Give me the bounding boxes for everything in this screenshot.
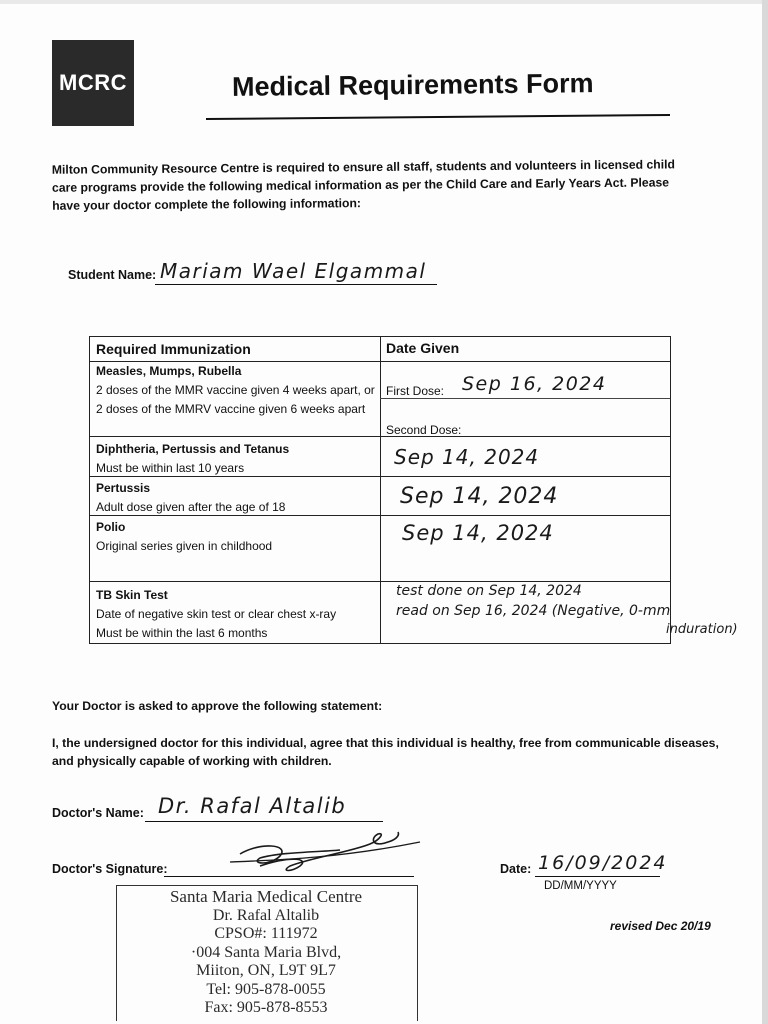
dtp-date-value[interactable]: Sep 14, 2024 (394, 445, 540, 469)
student-name-value[interactable]: Mariam Wael Elgammal (160, 259, 427, 283)
tb-read-result[interactable]: read on Sep 16, 2024 (Negative, 0-mm (396, 603, 671, 619)
stamp-cpso: CPSO#: 111972 (214, 925, 318, 942)
intro-paragraph: Milton Community Resource Centre is required to ensure all staff, students and volunteers in licensed child care programs provide the following medical information as per the Child Care and Early Years Act. Please have your doctor complete the following information: (51, 157, 675, 213)
stamp-address-city: Miiton, ON, L9T 9L7 (196, 962, 336, 979)
row-pertussis (96, 479, 285, 517)
date-format-hint: DD/MM/YYYY (544, 880, 617, 892)
stamp-doctor-name: Dr. Rafal Altalib (212, 906, 320, 924)
doctor-name-value[interactable]: Dr. Rafal Altalib (158, 794, 347, 818)
mmr-title: Measles, Mumps, Rubella (96, 364, 242, 378)
doctor-signature[interactable] (220, 822, 430, 882)
mmr-description: 2 doses of the MMR vaccine given 4 weeks apart, or 2 doses of the MMRV vaccine given 6 weeks apart (96, 383, 375, 416)
statement-text: I, the undersigned doctor for this individual, agree that this individual is healthy, free from communicable diseases, and physically capable of working with children. (52, 736, 719, 768)
tb-title: TB Skin Test (96, 588, 168, 602)
stamp-phone: Tel: 905-878-0055 (206, 980, 326, 998)
tb-recency: Must be within the last 6 months (96, 626, 268, 640)
tb-test-done[interactable]: test done on Sep 14, 2024 (396, 583, 582, 599)
table-row-divider (90, 581, 670, 582)
row-mmr (96, 362, 378, 419)
tb-induration-note[interactable]: induration) (666, 622, 738, 637)
stamp-clinic-name: Santa Maria Medical Centre (169, 887, 363, 906)
student-name-label: Student Name: (68, 268, 157, 282)
polio-date-value[interactable]: Sep 14, 2024 (402, 521, 554, 545)
tb-description: Date of negative skin test or clear chest x-ray (96, 607, 337, 621)
column-header-immunization: Required Immunization (96, 341, 251, 357)
clinic-stamp-text (116, 888, 416, 1018)
scan-edge-top (0, 0, 768, 4)
title-underline (206, 114, 670, 120)
column-header-date-given: Date Given (386, 340, 460, 356)
revision-note: revised Dec 20/19 (610, 919, 711, 933)
stamp-fax: Fax: 905-878-8553 (204, 999, 328, 1016)
polio-description: Original series given in childhood (96, 539, 273, 553)
pertussis-title: Pertussis (96, 481, 151, 495)
pertussis-description: Adult dose given after the age of 18 (96, 500, 286, 514)
scan-edge-right (762, 0, 768, 1024)
dtp-title: Diphtheria, Pertussis and Tetanus (96, 442, 290, 456)
table-row-divider (90, 436, 670, 437)
mcrc-logo: MCRC (52, 40, 134, 126)
statement-prompt: Your Doctor is asked to approve the following statement: (52, 699, 383, 713)
second-dose-label: Second Dose: (386, 423, 462, 437)
row-tb-skin-test (96, 586, 336, 643)
date-label: Date: (500, 862, 532, 876)
first-dose-value[interactable]: Sep 16, 2024 (462, 373, 607, 395)
doctor-name-label: Doctor's Name: (52, 806, 144, 820)
doctor-signature-label: Doctor's Signature: (52, 862, 168, 876)
first-dose-label: First Dose: (386, 384, 445, 398)
table-column-divider (380, 337, 381, 643)
row-polio (96, 518, 272, 556)
date-line (535, 876, 660, 877)
date-value[interactable]: 16/09/2024 (538, 852, 668, 874)
pertussis-date-value[interactable]: Sep 14, 2024 (400, 484, 559, 509)
polio-title: Polio (96, 520, 126, 534)
stamp-address-street: ·004 Santa Maria Blvd, (190, 943, 342, 961)
form-title: Medical Requirements Form (231, 68, 594, 102)
student-name-line (155, 284, 437, 285)
dtp-description: Must be within last 10 years (96, 461, 245, 475)
immunization-table (89, 336, 738, 644)
row-dtp (96, 440, 289, 478)
